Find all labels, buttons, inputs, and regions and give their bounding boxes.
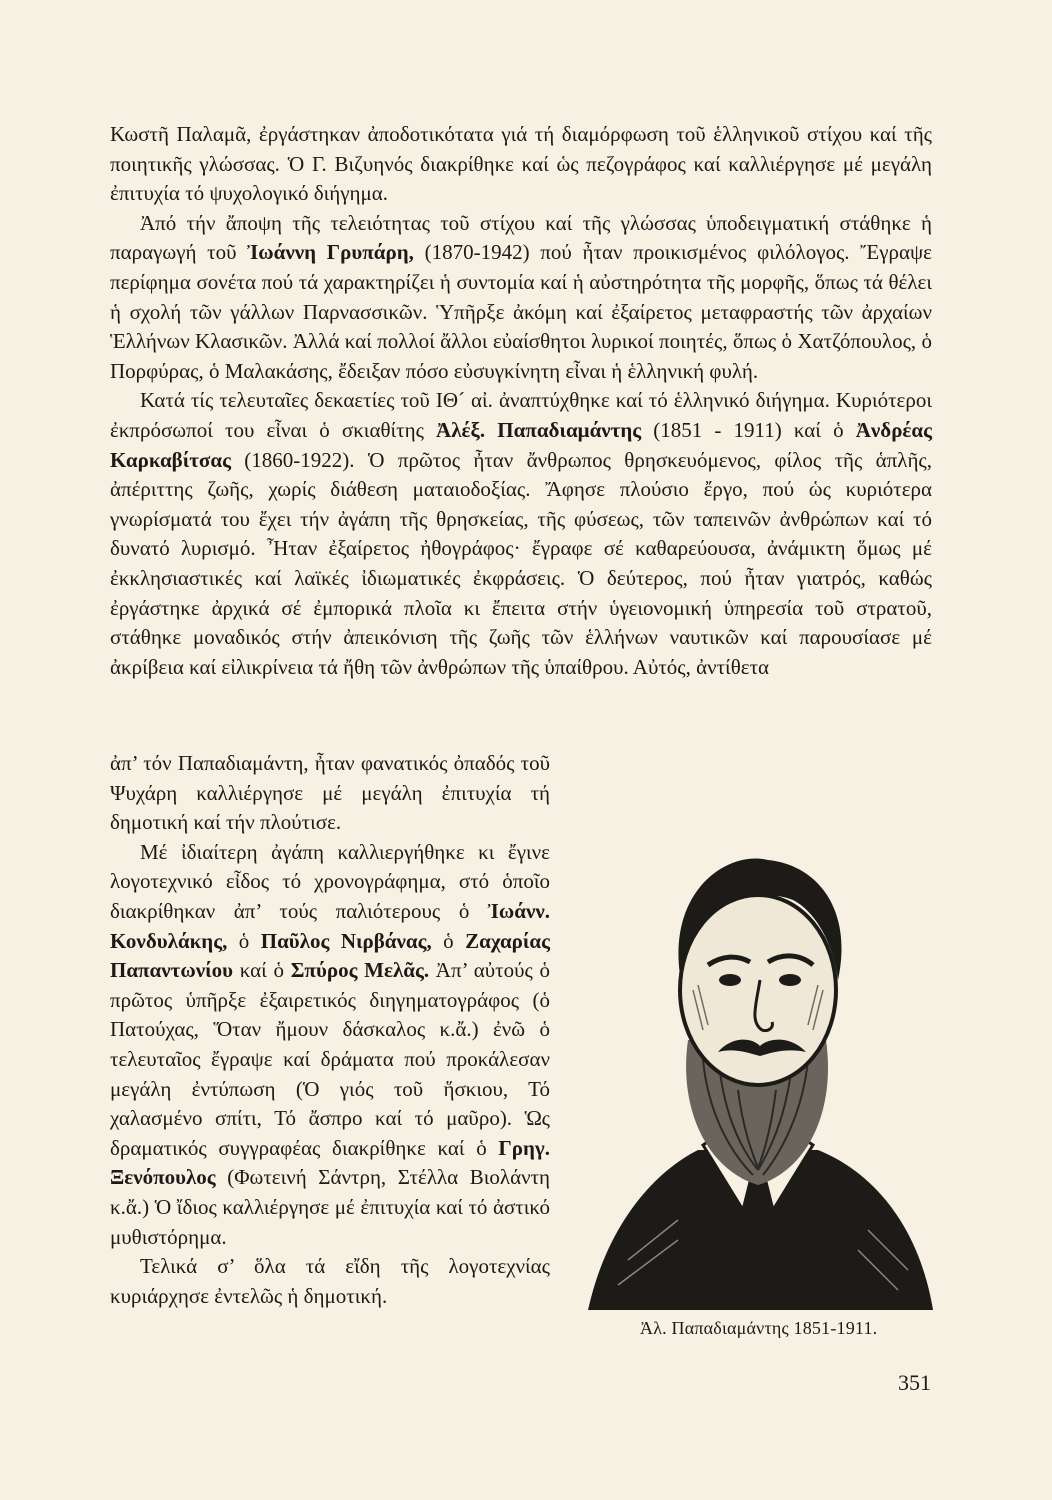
paragraph-continuation <box>110 120 932 209</box>
name-nirvanas: Παῦλος Νιρβάνας, <box>260 928 432 953</box>
paragraph-4-text-i: Ἀπ’ αὐτούς ὁ πρῶτος ὑπῆρξε ἐξαιρετικός διηγηματογράφος (ὁ Πατούχας, Ὅταν ἤμουν δάσκαλος κ.ἄ.) ἐνῶ ὁ τελευταῖος ἔγραψε καί δράματα πού προκάλεσαν μεγάλη ἐντύπωση (Ὁ γιός τοῦ ἥσκιου, Τό χαλασμένο σπίτι, Τό ἄσπρο καί τό μαῦρο). Ὡς δραματικός συγγραφέας διακρίθηκε καί ὁ <box>110 958 550 1160</box>
paragraph-short-story <box>110 386 932 682</box>
paragraph-3-text-c: (1851 - 1911) καί ὁ <box>641 417 856 442</box>
paragraph-gryparis <box>110 209 932 387</box>
paragraph-4-text-a: Μέ ἰδιαίτερη ἀγάπη καλλιεργήθηκε κι ἔγινε λογοτεχνικό εἶδος τό χρονογράφημα, στό ὁποῖο διακρίθηκαν ἀπ’ τούς παλιότερους ὁ <box>110 839 550 923</box>
name-gryparis: Ἰωάννη Γρυπάρη, <box>247 240 414 265</box>
paragraph-2-text-c: (1870-1942) πού ἦταν προικισμένος φιλόλογος. Ἔγραψε περίφημα σονέτα πού τά χαρακτηρίζει ἡ συντομία καί ἡ αὐστηρότητα τῆς μορφῆς, ὅπως τά θέλει ἡ σχολή τῶν γάλλων Παρνασσικῶν. Ὑπῆρξε ἀκόμη καί ἐξαίρετος μεταφραστής τῶν ἀρχαίων Ἑλλήνων Κλασικῶν. Ἀλλά καί πολλοί ἄλλοι εὐαίσθητοι λυρικοί ποιητές, ὅπως ὁ Χατζόπουλος, ὁ Πορφύρας, ὁ Μαλακάσης, ἔδειξαν πόσο εὐσυγκίνητη εἶναι ἡ ἑλληνική φυλή. <box>110 240 932 383</box>
body-text-full-width <box>110 120 932 682</box>
paragraph-2-text-a: Ἀπό τήν ἄποψη τῆς τελειότητας τοῦ στίχου καί τῆς γλώσσας ὑποδειγματική στάθηκε ἡ παραγωγή τοῦ <box>110 210 932 265</box>
paragraph-conclusion <box>110 1252 550 1311</box>
name-karkavitsas: Ἀνδρέας Καρκαβίτσας <box>110 417 932 472</box>
paragraph-3-text-f: ἀπ’ τόν Παπαδιαμάντη, ἦταν φανατικός ὀπαδός τοῦ Ψυχάρη καλλιέργησε μέ μεγάλη ἐπιτυχία τή δημοτική καί τήν πλούτισε. <box>110 751 550 835</box>
name-kondylakis: Ἰωάνν. Κονδυλάκης, <box>110 898 550 953</box>
paragraph-3-text-e: (1860-1922). Ὁ πρῶτος ἦταν ἄνθρωπος θρησκευόμενος, φίλος τῆς ἁπλῆς, ἀπέριττης ζωῆς, χωρίς διάθεση ματαιοδοξίας. Ἄφησε πλούσιο ἔργο, πού ὡς κυριότερα γνωρίσματά του ἔχει τήν ἀγάπη τῆς θρησκείας, τῆς φύσεως, τῶν ταπεινῶν ἀνθρώπων καί τό δυνατό λυρισμό. Ἦταν ἐξαίρετος ἠθογράφος· ἔγραφε σέ καθαρεύουσα, ἀνάμικτη ὅμως μέ ἐκκλησιαστικές καί λαϊκές ἰδιωματικές ἐκφράσεις. Ὁ δεύτερος, πού ἦταν γιατρός, καθώς ἐργάστηκε ἀρχικά σέ ἐμπορικά πλοῖα κι ἔπειτα στήν ὑγειονομική ὑπηρεσία τοῦ στρατοῦ, στάθηκε μοναδικός στήν ἀπεικόνιση τῆς ζωῆς τῶν ἑλλήνων ναυτικῶν καί παρουσίασε μέ ἀκρίβεια καί εἰλικρίνεια τά ἤθη τῶν ἀνθρώπων τῆς ὑπαίθρου. Αὐτός, ἀντίθετα <box>110 447 932 679</box>
paragraph-4-text-g: καί ὁ <box>233 958 291 983</box>
name-papantoniou: Ζαχαρίας Παπαντωνίου <box>110 928 550 983</box>
portrait-illustration <box>568 790 940 1310</box>
paragraph-chronography <box>110 838 550 1252</box>
name-papadiamantis: Ἀλέξ. Παπαδιαμάντης <box>436 417 642 442</box>
paragraph-5-text: Τελικά σ’ ὅλα τά εἴδη τῆς λογοτεχνίας κυριάρχησε ἐντελῶς ἡ δημοτική. <box>110 1254 550 1308</box>
portrait-caption: Ἀλ. Παπαδιαμάντης 1851-1911. <box>640 1318 878 1338</box>
body-text-narrow-column <box>110 749 550 1311</box>
name-xenopoulos: Γρηγ. Ξενόπουλος <box>110 1135 550 1190</box>
paragraph-3-text-a: Κατά τίς τελευταῖες δεκαετίες τοῦ ΙΘ´ αἰ. ἀναπτύχθηκε καί τό ἑλληνικό διήγημα. Κυριότεροι ἐκπρόσωποί του εἶναι ὁ σκιαθίτης <box>110 388 932 442</box>
paragraph-4-text-c: ὁ <box>227 928 261 953</box>
name-melas: Σπύρος Μελᾶς. <box>290 958 430 983</box>
paragraph-short-story-cont <box>110 749 550 838</box>
page-number: 351 <box>898 1370 931 1395</box>
paragraph-4-text-e: ὁ <box>431 928 466 953</box>
paragraph-1-text: Κωστῆ Παλαμᾶ, ἐργάστηκαν ἀποδοτικότατα γιά τή διαμόρφωση τοῦ ἑλληνικοῦ στίχου καί τῆς ποιητικῆς γλώσσας. Ὁ Γ. Βιζυηνός διακρίθηκε καί ὡς πεζογράφος καί καλλιέργησε μέ μεγάλη ἐπιτυχία τό ψυχολογικό διήγημα. <box>110 122 932 206</box>
paragraph-4-text-k: (Φωτεινή Σάντρη, Στέλλα Βιολάντη κ.ἄ.) Ὁ ἴδιος καλλιέργησε μέ ἐπιτυχία καί τό ἀστικό μυθιστόρημα. <box>110 1165 550 1249</box>
